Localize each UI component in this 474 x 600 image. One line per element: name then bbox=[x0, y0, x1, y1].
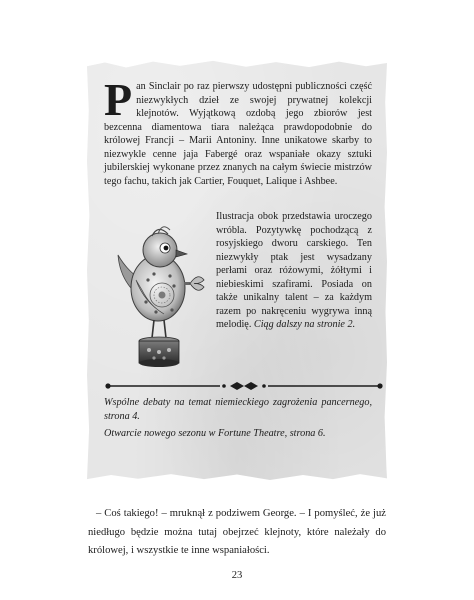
note-item: Wspólne debaty na temat niemieckiego zagrożenia pancernego, strona 4. bbox=[104, 397, 372, 422]
caption-text: Ilustracja obok przedstawia uroczego wróbla. Pozytywkę pochodzącą z rosyjskiego dworu carskiego. Ten niezwykły ptak jest wysadzany perłami oraz różowymi, żółtymi i niebieskimi szafirami. Posiada on także unikalny talent – za każdym razem po nakręceniu wygrywa inną melodię. bbox=[216, 211, 372, 330]
illustration-section bbox=[104, 210, 372, 375]
ornamental-divider bbox=[104, 380, 384, 392]
page-number: 23 bbox=[231, 570, 243, 581]
story-paragraph: – Coś takiego! – mruknął z podziwem George. – I pomyśleć, że już niedługo będzie można tutaj obejrzeć klejnoty, które należały do królowej, i wszystkie te inne wspaniałości. bbox=[88, 508, 386, 556]
news-notes bbox=[104, 396, 372, 445]
article-text bbox=[104, 74, 372, 188]
article-body: an Sinclair po raz pierwszy udostępni publiczności część niezwykłych dzieł ze swojej prywatnej kolekcji klejnotów. Wyjątkową ozdobą jego zbiorów jest bezcenna diamentowa tiara należąca prawdopodobnie do królowej Francji – Marii Antoniny. Inne unikatowe skarby to niezwykle cenne jaja Fabergé oraz wspaniałe okazy sztuki jubilerskiej wykonane przez znanych na całym świecie mistrzów tego fachu, takich jak Cartier, Fouquet, Lalique i Ashbee. bbox=[104, 81, 372, 187]
drop-cap: P bbox=[104, 74, 133, 125]
illustration-caption bbox=[216, 210, 372, 332]
note-item: Otwarcie nowego sezonu w Fortune Theatre, strona 6. bbox=[104, 428, 326, 439]
sparrow-music-box-illustration bbox=[108, 210, 208, 375]
story-text bbox=[88, 505, 386, 561]
continued-note: Ciąg dalszy na stronie 2. bbox=[253, 319, 356, 330]
